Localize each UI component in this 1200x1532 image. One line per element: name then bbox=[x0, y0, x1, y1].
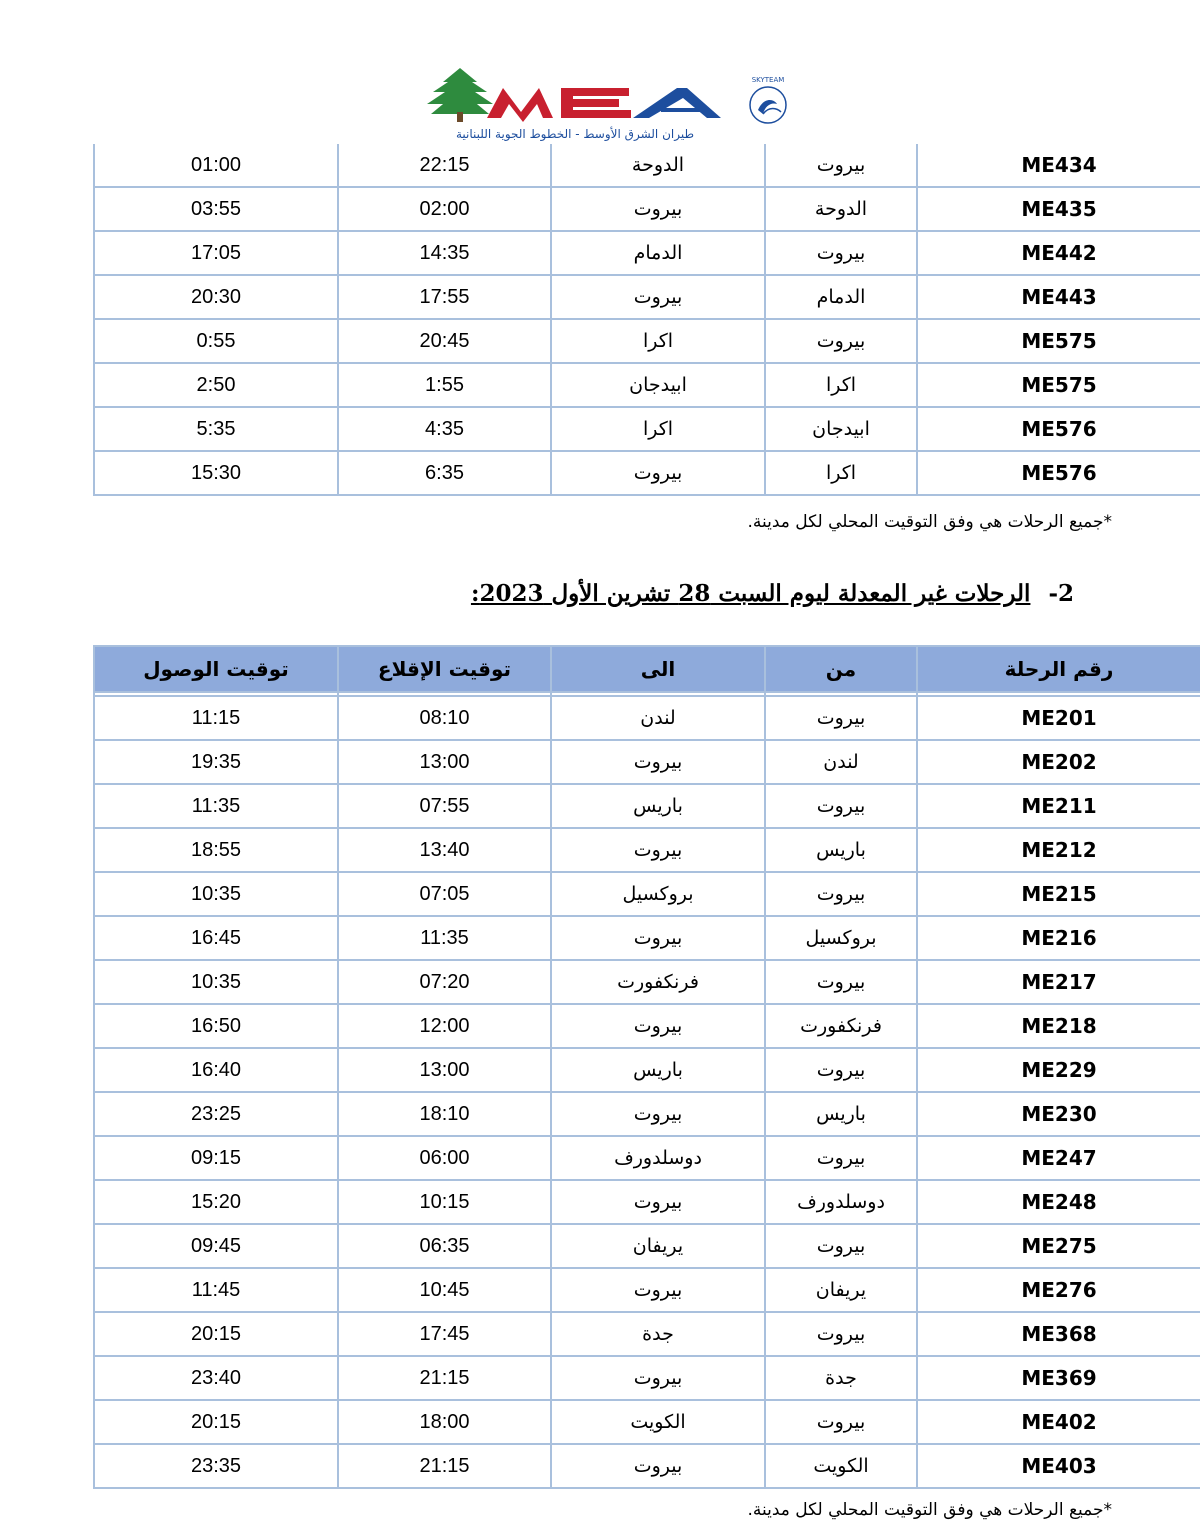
departure-time-cell: 22:15 bbox=[338, 144, 551, 187]
departure-time-cell: 11:35 bbox=[338, 916, 551, 960]
destination-cell: فرنكفورت bbox=[551, 960, 765, 1004]
logo-letter-e bbox=[561, 88, 631, 118]
departure-time-cell: 06:00 bbox=[338, 1136, 551, 1180]
flight-number-cell: ME216 bbox=[917, 916, 1200, 960]
destination-cell: يريفان bbox=[551, 1224, 765, 1268]
arrival-time-cell: 10:35 bbox=[94, 960, 338, 1004]
departure-time-cell: 17:55 bbox=[338, 275, 551, 319]
flights-table-unchanged bbox=[93, 645, 1200, 1489]
table-row bbox=[94, 1136, 1200, 1180]
table-header-row bbox=[94, 646, 1200, 692]
arrival-time-cell: 23:35 bbox=[94, 1444, 338, 1488]
arrival-time-cell: 23:25 bbox=[94, 1092, 338, 1136]
destination-cell: بيروت bbox=[551, 1004, 765, 1048]
destination-cell: بيروت bbox=[551, 828, 765, 872]
destination-cell: الدمام bbox=[551, 231, 765, 275]
logo-tagline: طيران الشرق الأوسط - الخطوط الجوية اللبنانية bbox=[455, 127, 695, 141]
origin-cell: بيروت bbox=[765, 1224, 917, 1268]
departure-time-cell: 21:15 bbox=[338, 1444, 551, 1488]
destination-cell: بروكسيل bbox=[551, 872, 765, 916]
flight-number-cell: ME201 bbox=[917, 696, 1200, 740]
destination-cell: بيروت bbox=[551, 451, 765, 495]
origin-cell: الكويت bbox=[765, 1444, 917, 1488]
table-row bbox=[94, 784, 1200, 828]
departure-time-cell: 13:00 bbox=[338, 740, 551, 784]
destination-cell: بيروت bbox=[551, 187, 765, 231]
flight-number-cell: ME218 bbox=[917, 1004, 1200, 1048]
table-row bbox=[94, 1444, 1200, 1488]
arrival-time-cell: 16:40 bbox=[94, 1048, 338, 1092]
table-row bbox=[94, 1268, 1200, 1312]
section-number: 2- bbox=[1048, 580, 1074, 607]
origin-cell: يريفان bbox=[765, 1268, 917, 1312]
flight-number-cell: ME211 bbox=[917, 784, 1200, 828]
origin-cell: بيروت bbox=[765, 784, 917, 828]
header-arrival: توقيت الوصول bbox=[94, 646, 338, 692]
departure-time-cell: 1:55 bbox=[338, 363, 551, 407]
origin-cell: دوسلدورف bbox=[765, 1180, 917, 1224]
destination-cell: الدوحة bbox=[551, 144, 765, 187]
departure-time-cell: 18:10 bbox=[338, 1092, 551, 1136]
skyteam-icon bbox=[750, 76, 786, 123]
timezone-note: *جميع الرحلات هي وفق التوقيت المحلي لكل مدينة. bbox=[747, 512, 1112, 532]
departure-time-cell: 6:35 bbox=[338, 451, 551, 495]
origin-cell: بيروت bbox=[765, 144, 917, 187]
table-row bbox=[94, 144, 1200, 187]
departure-time-cell: 12:00 bbox=[338, 1004, 551, 1048]
origin-cell: ابيدجان bbox=[765, 407, 917, 451]
departure-time-cell: 17:45 bbox=[338, 1312, 551, 1356]
origin-cell: فرنكفورت bbox=[765, 1004, 917, 1048]
departure-time-cell: 08:10 bbox=[338, 696, 551, 740]
origin-cell: الدمام bbox=[765, 275, 917, 319]
flight-number-cell: ME202 bbox=[917, 740, 1200, 784]
destination-cell: باريس bbox=[551, 1048, 765, 1092]
origin-cell: جدة bbox=[765, 1356, 917, 1400]
arrival-time-cell: 09:45 bbox=[94, 1224, 338, 1268]
destination-cell: بيروت bbox=[551, 1092, 765, 1136]
table-row bbox=[94, 1356, 1200, 1400]
arrival-time-cell: 2:50 bbox=[94, 363, 338, 407]
flight-number-cell: ME403 bbox=[917, 1444, 1200, 1488]
header-from: من bbox=[765, 646, 917, 692]
table-row bbox=[94, 275, 1200, 319]
flight-number-cell: ME275 bbox=[917, 1224, 1200, 1268]
arrival-time-cell: 19:35 bbox=[94, 740, 338, 784]
section-heading bbox=[471, 580, 1074, 607]
arrival-time-cell: 11:45 bbox=[94, 1268, 338, 1312]
departure-time-cell: 21:15 bbox=[338, 1356, 551, 1400]
departure-time-cell: 20:45 bbox=[338, 319, 551, 363]
table-row bbox=[94, 451, 1200, 495]
origin-cell: اكرا bbox=[765, 451, 917, 495]
origin-cell: لندن bbox=[765, 740, 917, 784]
flight-number-cell: ME230 bbox=[917, 1092, 1200, 1136]
flight-number-cell: ME402 bbox=[917, 1400, 1200, 1444]
origin-cell: بيروت bbox=[765, 1136, 917, 1180]
destination-cell: باريس bbox=[551, 784, 765, 828]
table-row bbox=[94, 696, 1200, 740]
arrival-time-cell: 20:15 bbox=[94, 1312, 338, 1356]
origin-cell: بيروت bbox=[765, 1048, 917, 1092]
destination-cell: ابيدجان bbox=[551, 363, 765, 407]
destination-cell: بيروت bbox=[551, 275, 765, 319]
table-row bbox=[94, 828, 1200, 872]
flight-number-cell: ME212 bbox=[917, 828, 1200, 872]
cedar-tree-icon bbox=[427, 68, 493, 122]
table-row bbox=[94, 1092, 1200, 1136]
origin-cell: بيروت bbox=[765, 1312, 917, 1356]
destination-cell: جدة bbox=[551, 1312, 765, 1356]
arrival-time-cell: 03:55 bbox=[94, 187, 338, 231]
destination-cell: بيروت bbox=[551, 1444, 765, 1488]
departure-time-cell: 4:35 bbox=[338, 407, 551, 451]
table-row bbox=[94, 1180, 1200, 1224]
table-row bbox=[94, 319, 1200, 363]
departure-time-cell: 02:00 bbox=[338, 187, 551, 231]
arrival-time-cell: 16:45 bbox=[94, 916, 338, 960]
origin-cell: بيروت bbox=[765, 872, 917, 916]
table-row bbox=[94, 1048, 1200, 1092]
flight-number-cell: ME576 bbox=[917, 451, 1200, 495]
flight-number-cell: ME248 bbox=[917, 1180, 1200, 1224]
departure-time-cell: 18:00 bbox=[338, 1400, 551, 1444]
section-title: الرحلات غير المعدلة ليوم السبت 28 تشرين الأول 2023: bbox=[470, 580, 1031, 607]
arrival-time-cell: 20:15 bbox=[94, 1400, 338, 1444]
table-row bbox=[94, 1312, 1200, 1356]
flight-number-cell: ME575 bbox=[917, 319, 1200, 363]
header-departure: توقيت الإقلاع bbox=[338, 646, 551, 692]
destination-cell: الكويت bbox=[551, 1400, 765, 1444]
timezone-note: *جميع الرحلات هي وفق التوقيت المحلي لكل مدينة. bbox=[747, 1500, 1112, 1520]
svg-text:SKYTEAM: SKYTEAM bbox=[751, 76, 785, 84]
logo-letter-a bbox=[633, 88, 721, 118]
flight-number-cell: ME434 bbox=[917, 144, 1200, 187]
header-flight-number: رقم الرحلة bbox=[917, 646, 1200, 692]
flight-number-cell: ME215 bbox=[917, 872, 1200, 916]
destination-cell: اكرا bbox=[551, 407, 765, 451]
departure-time-cell: 07:55 bbox=[338, 784, 551, 828]
origin-cell: بروكسيل bbox=[765, 916, 917, 960]
arrival-time-cell: 16:50 bbox=[94, 1004, 338, 1048]
departure-time-cell: 14:35 bbox=[338, 231, 551, 275]
origin-cell: بيروت bbox=[765, 960, 917, 1004]
flight-number-cell: ME368 bbox=[917, 1312, 1200, 1356]
departure-time-cell: 07:05 bbox=[338, 872, 551, 916]
destination-cell: بيروت bbox=[551, 1180, 765, 1224]
table-row bbox=[94, 363, 1200, 407]
origin-cell: بيروت bbox=[765, 319, 917, 363]
header-to: الى bbox=[551, 646, 765, 692]
flight-number-cell: ME443 bbox=[917, 275, 1200, 319]
arrival-time-cell: 15:30 bbox=[94, 451, 338, 495]
table-row bbox=[94, 231, 1200, 275]
destination-cell: بيروت bbox=[551, 1356, 765, 1400]
table-row bbox=[94, 1400, 1200, 1444]
flight-number-cell: ME276 bbox=[917, 1268, 1200, 1312]
arrival-time-cell: 09:15 bbox=[94, 1136, 338, 1180]
table-row bbox=[94, 1224, 1200, 1268]
origin-cell: باريس bbox=[765, 828, 917, 872]
destination-cell: بيروت bbox=[551, 740, 765, 784]
origin-cell: اكرا bbox=[765, 363, 917, 407]
destination-cell: اكرا bbox=[551, 319, 765, 363]
destination-cell: دوسلدورف bbox=[551, 1136, 765, 1180]
table-row bbox=[94, 1004, 1200, 1048]
flight-number-cell: ME576 bbox=[917, 407, 1200, 451]
table-row bbox=[94, 740, 1200, 784]
arrival-time-cell: 15:20 bbox=[94, 1180, 338, 1224]
table-row bbox=[94, 872, 1200, 916]
origin-cell: بيروت bbox=[765, 696, 917, 740]
destination-cell: لندن bbox=[551, 696, 765, 740]
arrival-time-cell: 11:35 bbox=[94, 784, 338, 828]
logo-letter-m bbox=[487, 88, 553, 122]
flight-number-cell: ME442 bbox=[917, 231, 1200, 275]
origin-cell: بيروت bbox=[765, 231, 917, 275]
origin-cell: الدوحة bbox=[765, 187, 917, 231]
arrival-time-cell: 0:55 bbox=[94, 319, 338, 363]
arrival-time-cell: 17:05 bbox=[94, 231, 338, 275]
table-row bbox=[94, 960, 1200, 1004]
mea-logo bbox=[425, 60, 805, 150]
departure-time-cell: 06:35 bbox=[338, 1224, 551, 1268]
destination-cell: بيروت bbox=[551, 916, 765, 960]
arrival-time-cell: 23:40 bbox=[94, 1356, 338, 1400]
flight-number-cell: ME247 bbox=[917, 1136, 1200, 1180]
departure-time-cell: 13:00 bbox=[338, 1048, 551, 1092]
arrival-time-cell: 10:35 bbox=[94, 872, 338, 916]
flight-number-cell: ME369 bbox=[917, 1356, 1200, 1400]
departure-time-cell: 10:15 bbox=[338, 1180, 551, 1224]
flight-number-cell: ME575 bbox=[917, 363, 1200, 407]
table-row bbox=[94, 187, 1200, 231]
flight-number-cell: ME435 bbox=[917, 187, 1200, 231]
origin-cell: باريس bbox=[765, 1092, 917, 1136]
arrival-time-cell: 5:35 bbox=[94, 407, 338, 451]
table-row bbox=[94, 916, 1200, 960]
table-row bbox=[94, 407, 1200, 451]
flights-table-continued bbox=[93, 144, 1200, 496]
departure-time-cell: 07:20 bbox=[338, 960, 551, 1004]
arrival-time-cell: 20:30 bbox=[94, 275, 338, 319]
arrival-time-cell: 01:00 bbox=[94, 144, 338, 187]
departure-time-cell: 13:40 bbox=[338, 828, 551, 872]
flight-number-cell: ME229 bbox=[917, 1048, 1200, 1092]
arrival-time-cell: 11:15 bbox=[94, 696, 338, 740]
origin-cell: بيروت bbox=[765, 1400, 917, 1444]
flight-number-cell: ME217 bbox=[917, 960, 1200, 1004]
departure-time-cell: 10:45 bbox=[338, 1268, 551, 1312]
destination-cell: بيروت bbox=[551, 1268, 765, 1312]
arrival-time-cell: 18:55 bbox=[94, 828, 338, 872]
